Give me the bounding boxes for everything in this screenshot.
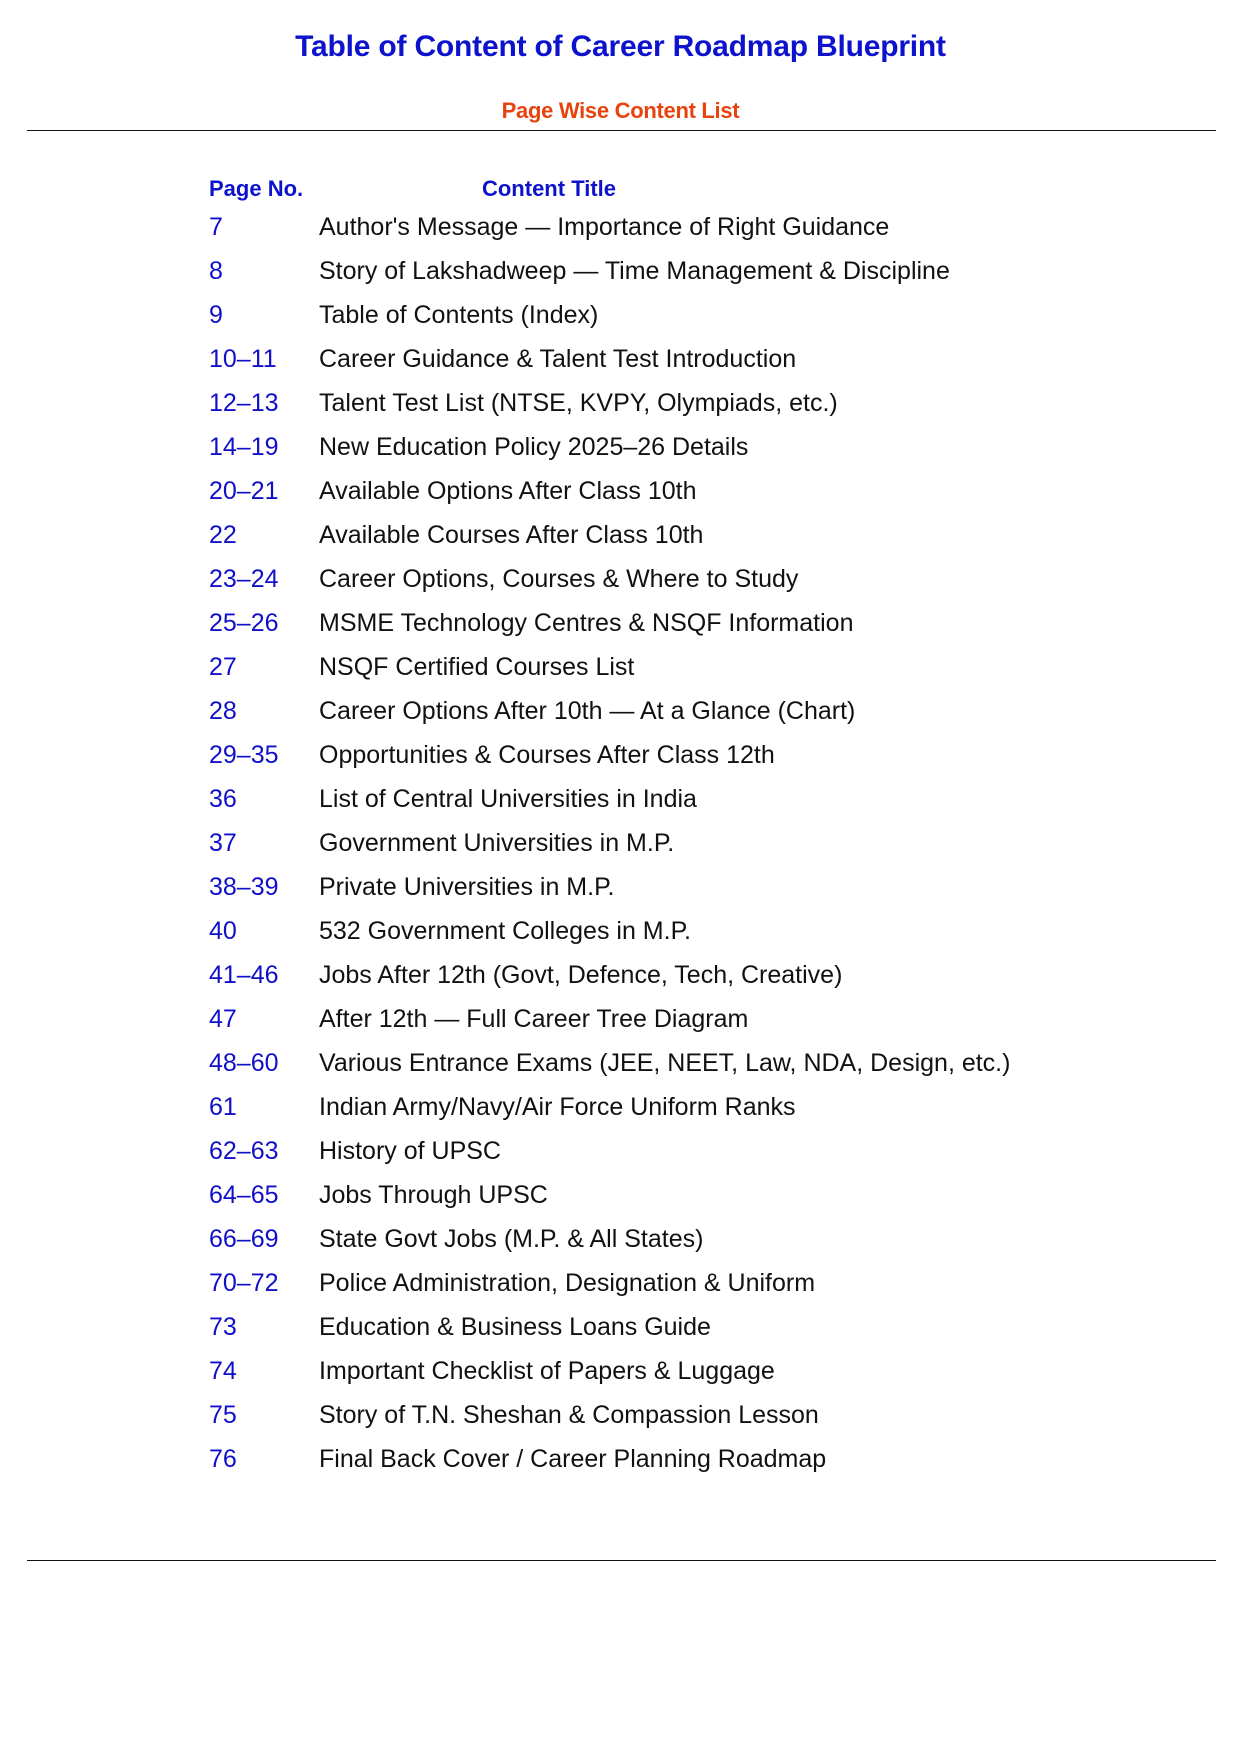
table-header (209, 172, 1109, 208)
table-body (209, 213, 1109, 1489)
page-number: 9 (209, 301, 223, 329)
content-title: List of Central Universities in India (319, 785, 697, 813)
content-title: After 12th — Full Career Tree Diagram (319, 1005, 749, 1033)
content-title: Private Universities in M.P. (319, 873, 615, 901)
page-number: 66–69 (209, 1225, 279, 1253)
page-number: 25–26 (209, 609, 279, 637)
content-title: Opportunities & Courses After Class 12th (319, 741, 775, 769)
page-number: 62–63 (209, 1137, 279, 1165)
page-number: 75 (209, 1401, 237, 1429)
content-title: Career Options, Courses & Where to Study (319, 565, 799, 593)
table-row (209, 433, 1109, 477)
table-row (209, 609, 1109, 653)
table-row (209, 1401, 1109, 1445)
table-row (209, 653, 1109, 697)
page-number: 22 (209, 521, 237, 549)
table-row (209, 873, 1109, 917)
table-row (209, 829, 1109, 873)
table-row (209, 345, 1109, 389)
table-row (209, 1181, 1109, 1225)
content-title: History of UPSC (319, 1137, 501, 1165)
content-title: New Education Policy 2025–26 Details (319, 433, 749, 461)
page-number: 47 (209, 1005, 237, 1033)
content-title: Jobs After 12th (Govt, Defence, Tech, Creative) (319, 961, 843, 989)
content-title: Table of Contents (Index) (319, 301, 599, 329)
page-number: 12–13 (209, 389, 279, 417)
content-title: Career Options After 10th — At a Glance (Chart) (319, 697, 856, 725)
table-row (209, 1005, 1109, 1049)
table-row (209, 301, 1109, 345)
content-title: Story of T.N. Sheshan & Compassion Lesson (319, 1401, 819, 1429)
page-number: 20–21 (209, 477, 279, 505)
content-title: NSQF Certified Courses List (319, 653, 635, 681)
table-row (209, 1445, 1109, 1489)
table-row (209, 1137, 1109, 1181)
table-row (209, 389, 1109, 433)
page-number: 29–35 (209, 741, 279, 769)
content-title: 532 Government Colleges in M.P. (319, 917, 691, 945)
table-row (209, 1049, 1109, 1093)
page-number: 27 (209, 653, 237, 681)
table-row (209, 1313, 1109, 1357)
table-row (209, 565, 1109, 609)
content-title: Indian Army/Navy/Air Force Uniform Ranks (319, 1093, 796, 1121)
content-title: Career Guidance & Talent Test Introduction (319, 345, 797, 373)
page-number: 8 (209, 257, 223, 285)
content-title: Jobs Through UPSC (319, 1181, 548, 1209)
content-title: State Govt Jobs (M.P. & All States) (319, 1225, 704, 1253)
page-number: 40 (209, 917, 237, 945)
page-number: 48–60 (209, 1049, 279, 1077)
page-number: 64–65 (209, 1181, 279, 1209)
content-title: Education & Business Loans Guide (319, 1313, 711, 1341)
content-title: Talent Test List (NTSE, KVPY, Olympiads, etc.) (319, 389, 838, 417)
page-title: Table of Content of Career Roadmap Blueprint (295, 30, 946, 63)
page-number: 36 (209, 785, 237, 813)
table-row (209, 257, 1109, 301)
table-row (209, 1093, 1109, 1137)
table-row (209, 213, 1109, 257)
page-number: 76 (209, 1445, 237, 1473)
table-row (209, 741, 1109, 785)
table-row (209, 521, 1109, 565)
page-number: 14–19 (209, 433, 279, 461)
page-number: 61 (209, 1093, 237, 1121)
page-number: 41–46 (209, 961, 279, 989)
page-number: 28 (209, 697, 237, 725)
content-title: Important Checklist of Papers & Luggage (319, 1357, 775, 1385)
table-row (209, 1269, 1109, 1313)
bottom-divider (27, 1560, 1216, 1561)
table-row (209, 1225, 1109, 1269)
page-number: 37 (209, 829, 237, 857)
content-title: Available Courses After Class 10th (319, 521, 704, 549)
table-row (209, 477, 1109, 521)
table-row (209, 697, 1109, 741)
page-subtitle: Page Wise Content List (501, 98, 740, 123)
table-row (209, 961, 1109, 1005)
page-number: 23–24 (209, 565, 279, 593)
page-number: 7 (209, 213, 223, 241)
content-title: Police Administration, Designation & Uniform (319, 1269, 816, 1297)
content-title: Available Options After Class 10th (319, 477, 697, 505)
content-title: Government Universities in M.P. (319, 829, 675, 857)
table-row (209, 785, 1109, 829)
content-title: Story of Lakshadweep — Time Management & Discipline (319, 257, 950, 285)
content-title: MSME Technology Centres & NSQF Information (319, 609, 854, 637)
page-number: 73 (209, 1313, 237, 1341)
table-of-contents (209, 172, 1109, 1473)
column-header-content-title: Content Title (481, 176, 617, 201)
page-number: 70–72 (209, 1269, 279, 1297)
top-divider (27, 130, 1216, 131)
page-number: 38–39 (209, 873, 279, 901)
content-title: Various Entrance Exams (JEE, NEET, Law, NDA, Design, etc.) (319, 1049, 1011, 1077)
page-number: 10–11 (209, 345, 277, 373)
column-header-page-no: Page No. (209, 176, 304, 201)
content-title: Author's Message — Importance of Right Guidance (319, 213, 890, 241)
table-row (209, 917, 1109, 961)
content-title: Final Back Cover / Career Planning Roadmap (319, 1445, 827, 1473)
table-row (209, 1357, 1109, 1401)
page-number: 74 (209, 1357, 237, 1385)
